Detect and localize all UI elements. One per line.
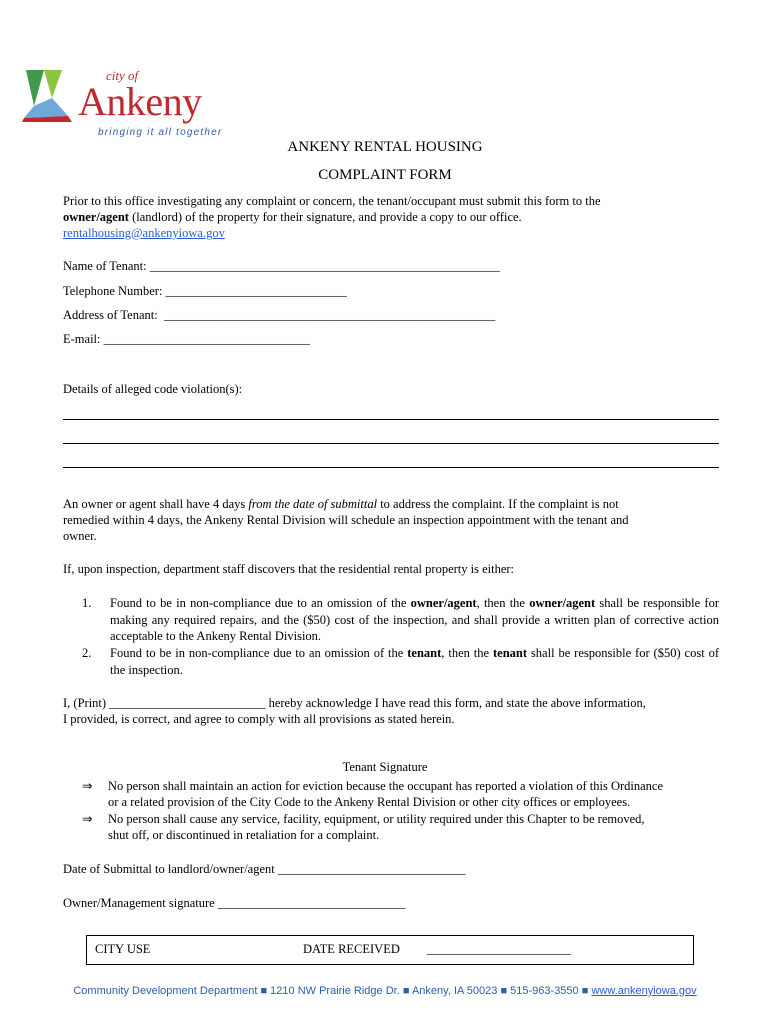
para1-line3: owner.	[63, 529, 97, 543]
details-label: Details of alleged code violation(s):	[63, 382, 243, 396]
para1-line2: remedied within 4 days, the Ankeny Rental Division will schedule an inspection appointment with the tenant and	[63, 513, 629, 527]
city-logo	[22, 68, 237, 140]
submittal-field[interactable]: Date of Submittal to landlord/owner/agent ______________________________	[63, 862, 466, 876]
details-line-3[interactable]	[63, 467, 719, 468]
ack-line1: I, (Print) _________________________ hereby acknowledge I have read this form, and state the above information,	[63, 696, 646, 710]
list-item: ⇒ No person shall cause any service, facility, equipment, or utility required under this Chapter to be removed, shut off, or discontinued in retaliation for a complaint.	[82, 812, 645, 842]
details-line-1[interactable]	[63, 419, 719, 420]
tenant-name-field[interactable]: Name of Tenant: ________________________________________________________	[63, 259, 500, 273]
city-use-box	[86, 935, 694, 965]
intro-email-line	[63, 225, 225, 241]
print-name-blank[interactable]: _________________________	[109, 696, 266, 710]
ack-line2: I provided, is correct, and agree to comply with all provisions as stated herein.	[63, 712, 455, 726]
details-line-2[interactable]	[63, 443, 719, 444]
email-field[interactable]: E-mail: _________________________________	[63, 332, 310, 346]
address-field[interactable]: Address of Tenant: _____________________________________________________	[63, 308, 496, 322]
logo-city-of: city of	[106, 68, 139, 83]
telephone-field[interactable]: Telephone Number: _____________________________	[63, 284, 347, 298]
owner-signature-blank[interactable]: ______________________________	[217, 896, 406, 910]
intro-line1: Prior to this office investigating any complaint or concern, the tenant/occupant must submit this form to the	[63, 194, 601, 208]
para2: If, upon inspection, department staff discovers that the residential rental property is either:	[63, 562, 515, 576]
owner-signature-field[interactable]: Owner/Management signature ______________________________	[63, 896, 406, 910]
date-received-label: DATE RECEIVED	[303, 942, 400, 956]
logo-tagline: bringing it all together	[98, 127, 223, 138]
footer: Community Development Department ■ 1210 NW Prairie Ridge Dr. ■ Ankeny, IA 50023 ■ 515-963-3550 ■ www.ankenyiowa.gov	[73, 985, 697, 997]
date-received-blank[interactable]: _______________________	[427, 942, 571, 956]
list-item: ⇒ No person shall maintain an action for eviction because the occupant has reported a violation of this Ordinance or a related provision of the City Code to the Ankeny Rental Division or other city offices or employees.	[82, 779, 664, 809]
tenant-signature-label: Tenant Signature	[342, 760, 428, 774]
list-item: 1. Found to be in non-compliance due to an omission of the owner/agent, then the owner/agent shall be responsible for making any required repairs, and the ($50) cost of the inspection, and shall provide a written plan of corrective action acceptable to the Ankeny Rental Division.	[82, 596, 719, 643]
address-blank[interactable]: _____________________________________________________	[163, 308, 496, 322]
telephone-blank[interactable]: _____________________________	[165, 284, 347, 298]
website-link[interactable]: www.ankenyiowa.gov	[591, 985, 697, 997]
ankeny-logo-mark-icon	[22, 68, 82, 124]
intro-line2: owner/agent (landlord) of the property for their signature, and provide a copy to our office.	[63, 210, 522, 224]
arrow-icon: ⇒	[82, 779, 93, 793]
list-item: 2. Found to be in non-compliance due to an omission of the tenant, then the tenant shall be responsible for ($50) cost of the inspection.	[82, 646, 720, 677]
logo-name: Ankeny	[78, 79, 202, 124]
submittal-blank[interactable]: ______________________________	[277, 862, 466, 876]
form-title-line1: ANKENY RENTAL HOUSING	[287, 139, 483, 155]
form-title-line2: COMPLAINT FORM	[318, 167, 452, 183]
intro-bold: owner/agent	[63, 210, 129, 224]
para1-line1: An owner or agent shall have 4 days from the date of submittal to address the complaint. If the complaint is not	[63, 497, 619, 511]
tenant-name-blank[interactable]: ________________________________________________________	[149, 259, 500, 273]
city-use-label: CITY USE	[95, 942, 151, 956]
email-link[interactable]: rentalhousing@ankenyiowa.gov	[63, 226, 225, 240]
arrow-icon: ⇒	[82, 812, 93, 826]
email-blank[interactable]: _________________________________	[103, 332, 310, 346]
